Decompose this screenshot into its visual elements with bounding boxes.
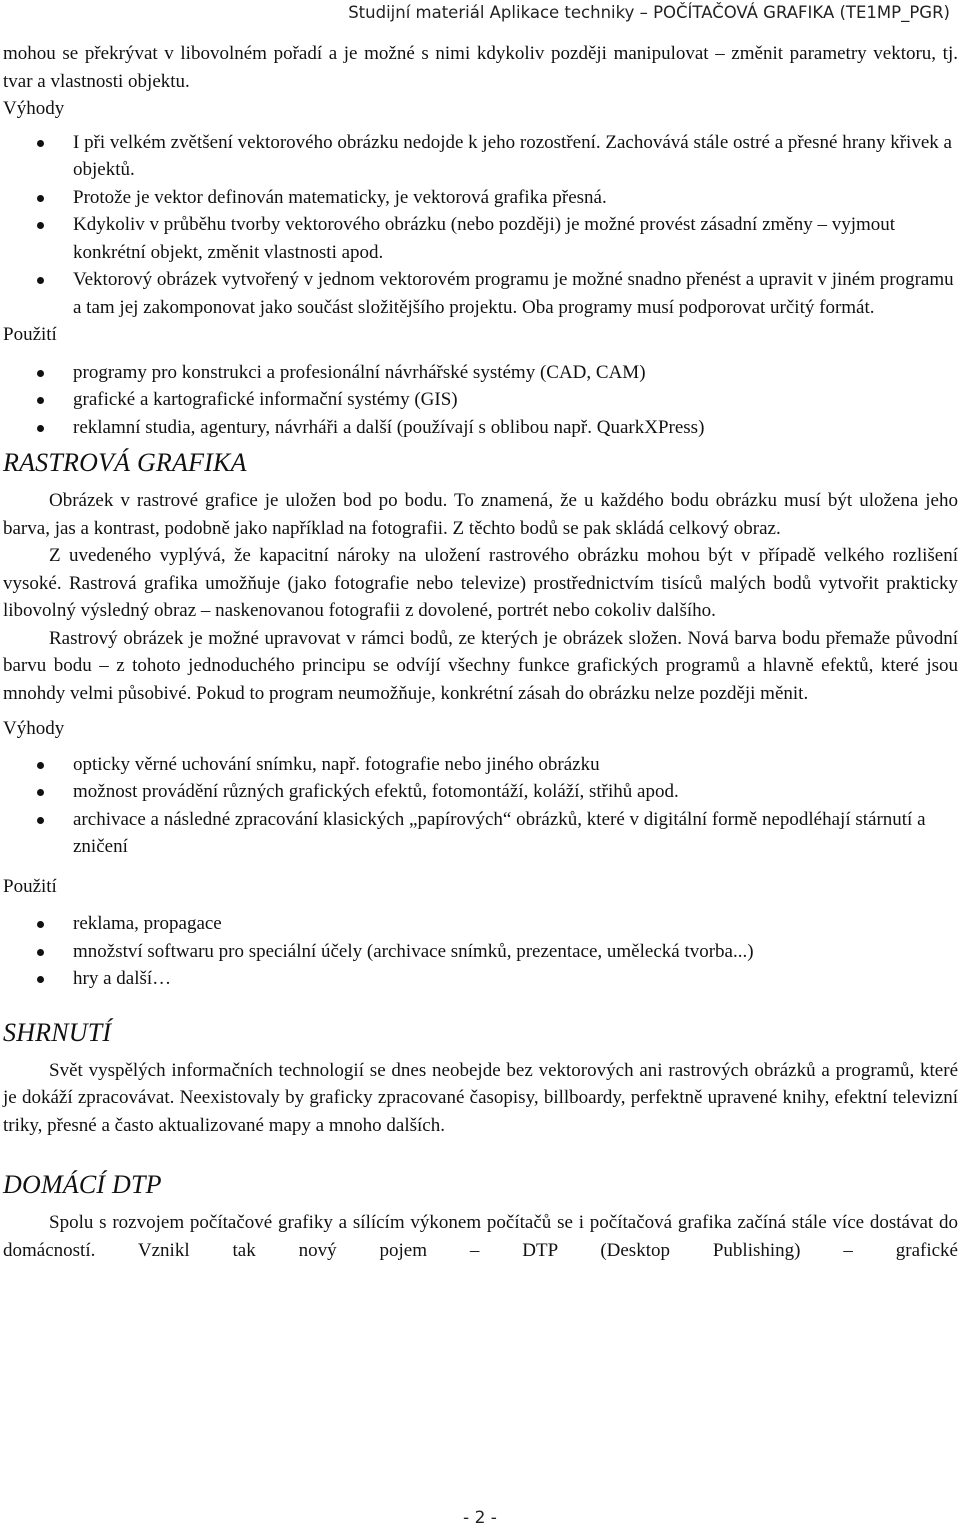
list-item: archivace a následné zpracování klasických „papírových“ obrázků, které v digitální formě nepodléhají stárnutí a zničení xyxy=(73,806,958,861)
vector-usage-heading: Použití xyxy=(3,324,57,345)
raster-paragraph-1: Obrázek v rastrové grafice je uložen bod po bodu. To znamená, že u každého bodu obrázku musí být uložena jeho barva, jas a kontrast, podobně jako například na fotografii. Z těchto bodů se pak skládá celkový obraz. xyxy=(3,490,958,539)
raster-paragraph-2: Z uvedeného vyplývá, že kapacitní nároky na uložení rastrového obrázku mohou být v případě velkého rozlišení vysoké. Rastrová grafika umožňuje (jako fotografie nebo televize) prostřednictvím tisíců malých bodů vytvořit prakticky libovolný výsledný obraz – naskenovanou fotografii z dovolené, portrét nebo cokoliv dalšího. xyxy=(3,545,958,621)
raster-paragraph-3: Rastrový obrázek je možné upravovat v rámci bodů, ze kterých je obrázek složen. Nová barva bodu přemaže původní barvu bodu – z tohoto jednoduchého principu se odvíjí všechny funkce grafických programů a hlavně efektů, které jsou mnohdy velmi působivé. Pokud to program neumožňuje, konkrétní zásah do obrázku nelze později měnit. xyxy=(3,627,958,704)
list-item: Vektorový obrázek vytvořený v jednom vektorovém programu je možné snadno přenést a upravit v jiném programu a tam jej zakomponovat jako součást složitějšího projektu. Oba programy musí podporovat určitý formát. xyxy=(73,266,958,321)
page-number: - 2 - xyxy=(463,1508,497,1528)
vector-usage-list xyxy=(3,359,958,442)
dtp-paragraph: Spolu s rozvojem počítačové grafiky a sílícím výkonem počítačů se i počítačová grafika začíná stále více dostávat do domácností. Vznikl tak nový pojem – DTP (Desktop Publishing) – grafické xyxy=(3,1212,958,1261)
list-item: reklamní studia, agentury, návrháři a další (používají s oblibou např. QuarkXPress) xyxy=(73,414,958,442)
list-item: I při velkém zvětšení vektorového obrázku nedojde k jeho rozostření. Zachovává stále ostré a přesné hrany křivek a objektů. xyxy=(73,129,958,184)
dtp-section-title: DOMÁCÍ DTP xyxy=(3,1170,162,1199)
raster-advantages-heading: Výhody xyxy=(3,718,65,739)
list-item: Kdykoliv v průběhu tvorby vektorového obrázku (nebo později) je možné provést zásadní změny – vyjmout konkrétní objekt, změnit vlastnosti apod. xyxy=(73,211,958,266)
list-item: množství softwaru pro speciální účely (archivace snímků, prezentace, umělecká tvorba...) xyxy=(73,938,958,966)
page-content xyxy=(3,40,958,1264)
summary-section-title: SHRNUTÍ xyxy=(3,1017,112,1047)
vector-advantages-list xyxy=(3,129,958,322)
raster-usage-heading: Použití xyxy=(3,875,57,897)
list-item: grafické a kartografické informační systémy (GIS) xyxy=(73,386,958,414)
raster-usage-list xyxy=(3,910,958,993)
list-item: reklama, propagace xyxy=(73,910,958,938)
raster-section-title: RASTROVÁ GRAFIKA xyxy=(3,448,247,477)
summary-paragraph: Svět vyspělých informačních technologií se dnes neobejde bez vektorových ani rastrových obrázků a programů, které je dokáží zpracovávat. Neexistovaly by graficky zpracované časopisy, billboardy, perfektně upravené knihy, efektní televizní triky, přesné a často aktualizované mapy a mnoho dalších. xyxy=(3,1059,958,1136)
vector-advantages-heading: Výhody xyxy=(3,98,65,119)
running-header: Studijní materiál Aplikace techniky – POČÍTAČOVÁ GRAFIKA (TE1MP_PGR) xyxy=(348,3,950,22)
intro-paragraph: mohou se překrývat v libovolném pořadí a je možné s nimi kdykoliv později manipulovat – změnit parametry vektoru, tj. tvar a vlastnosti objektu. xyxy=(3,43,958,92)
list-item: možnost provádění různých grafických efektů, fotomontáží, koláží, střihů apod. xyxy=(73,778,958,806)
list-item: Protože je vektor definován matematicky, je vektorová grafika přesná. xyxy=(73,184,958,212)
list-item: hry a další… xyxy=(73,965,958,993)
raster-advantages-list xyxy=(3,751,958,861)
list-item: opticky věrné uchování snímku, např. fotografie nebo jiného obrázku xyxy=(73,751,958,779)
list-item: programy pro konstrukci a profesionální návrhářské systémy (CAD, CAM) xyxy=(73,359,958,387)
